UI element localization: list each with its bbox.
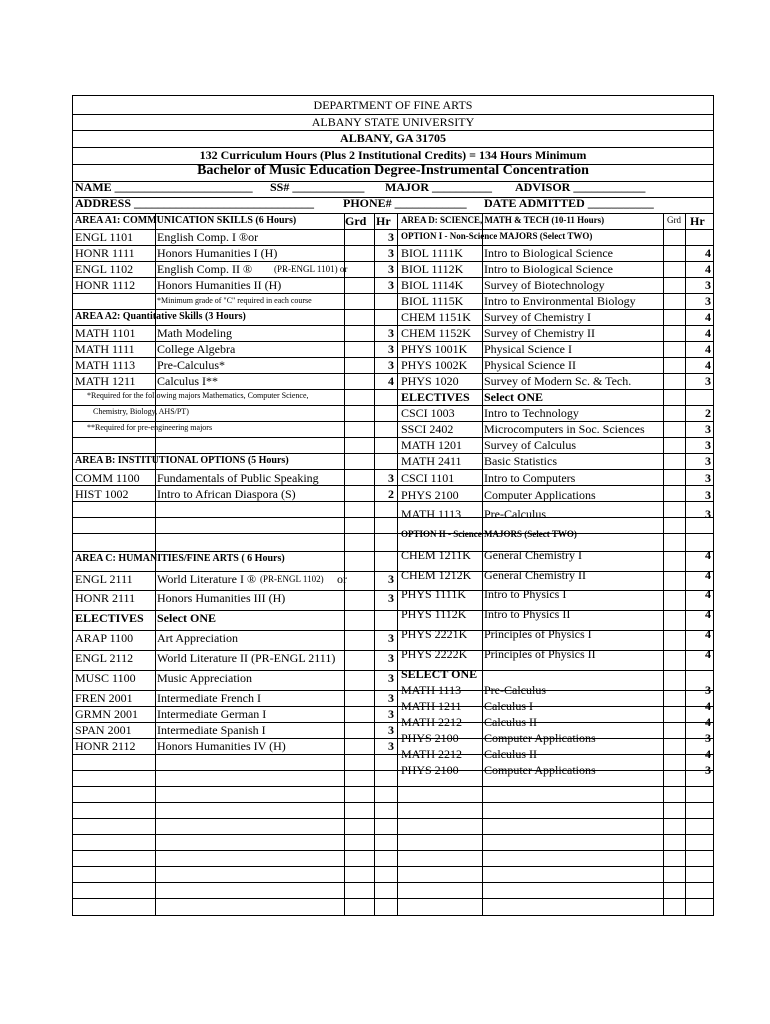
name-field[interactable]: NAME _______________________ (75, 180, 253, 194)
course-hours: 4 (705, 310, 711, 324)
course-hours: 3 (388, 230, 394, 244)
course-code: ENGL 2111 (75, 572, 133, 586)
course-hours: 2 (705, 406, 711, 420)
course-title: Survey of Calculus (484, 438, 576, 452)
course-hours: 3 (388, 723, 394, 737)
course-code: MATH 1101 (75, 326, 136, 340)
course-title: Survey of Chemistry I (484, 310, 591, 324)
course-code: MATH 1113 (401, 507, 462, 521)
row-divider (73, 114, 713, 115)
course-title: Intermediate German I (157, 707, 267, 721)
course-hours: 3 (388, 691, 394, 705)
course-hours: 4 (705, 647, 711, 661)
course-code: MATH 2212 (401, 747, 463, 761)
course-code: BIOL 1112K (401, 262, 464, 276)
course-title: General Chemistry I (484, 548, 582, 562)
course-title: Survey of Chemistry II (484, 326, 595, 340)
course-code: PHYS 2100 (401, 763, 459, 777)
course-title: Intro to African Diaspora (S) (157, 487, 296, 501)
course-code: SSCI 2402 (401, 422, 454, 436)
row-divider (73, 866, 713, 867)
select-one-heading: Select ONE (157, 611, 216, 625)
course-title: Principles of Physics I (484, 627, 592, 641)
course-hours: 3 (388, 572, 394, 586)
course-title: Music Appreciation (157, 671, 252, 685)
area-c-heading: AREA C: HUMANITIES/FINE ARTS ( 6 Hours) (75, 553, 285, 564)
row-divider (73, 213, 713, 214)
course-code: ARAP 1100 (75, 631, 134, 645)
row-divider (73, 754, 713, 755)
course-code: HONR 2112 (75, 739, 136, 753)
electives-heading: ELECTIVES (401, 390, 470, 404)
course-code: BIOL 1115K (401, 294, 464, 308)
course-title: Intro to Environmental Biology (484, 294, 636, 308)
course-code: SPAN 2001 (75, 723, 132, 737)
course-hours: 3 (705, 471, 711, 485)
course-code: HONR 2111 (75, 591, 136, 605)
course-hours: 3 (388, 278, 394, 292)
row-divider (73, 882, 713, 883)
course-hours: 3 (705, 763, 711, 777)
course-code: MATH 2212 (401, 715, 463, 729)
course-hours: 3 (388, 471, 394, 485)
course-code: PHYS 1002K (401, 358, 468, 372)
grade-column-header: Grd (345, 214, 367, 228)
course-title: College Algebra (157, 342, 236, 356)
row-divider (73, 818, 713, 819)
course-code: CHEM 1211K (401, 548, 471, 562)
course-hours: 4 (705, 358, 711, 372)
course-hours: 3 (388, 262, 394, 276)
course-hours: 3 (388, 739, 394, 753)
program-title: Bachelor of Music Education Degree-Instrumental Concentration (197, 163, 589, 178)
row-divider (73, 197, 713, 198)
course-code: PHYS 2221K (401, 627, 468, 641)
course-title: Calculus I** (157, 374, 218, 388)
course-title: Intro to Physics I (484, 587, 567, 601)
course-title: Calculus II (484, 747, 537, 761)
course-code: COMM 1100 (75, 471, 140, 485)
course-title: English Comp. I ®or (157, 230, 259, 244)
required-majors-note: *Required for the following majors Mathematics, Computer Science, (87, 391, 309, 400)
hours-column-header: Hr (376, 214, 391, 228)
prerequisite-note: (PR-ENGL 1101) or (274, 264, 348, 274)
course-code: CHEM 1151K (401, 310, 471, 324)
major-field[interactable]: MAJOR __________ (385, 180, 492, 194)
column-divider (397, 213, 398, 916)
course-code: MATH 1211 (75, 374, 136, 388)
row-divider (73, 501, 713, 502)
course-title: Intermediate French I (157, 691, 261, 705)
ssn-field[interactable]: SS# ____________ (270, 180, 365, 194)
row-divider (73, 469, 713, 470)
course-hours: 3 (388, 326, 394, 340)
course-hours: 4 (705, 699, 711, 713)
course-hours: 3 (705, 507, 711, 521)
course-code: PHYS 1020 (401, 374, 459, 388)
degree-checklist-form (72, 95, 714, 916)
prerequisite-note: (PR-ENGL 1102) (260, 574, 324, 584)
course-code: ENGL 2112 (75, 651, 134, 665)
course-hours: 2 (388, 487, 394, 501)
course-hours: 4 (705, 587, 711, 601)
row-divider (73, 437, 713, 438)
course-hours: 3 (388, 631, 394, 645)
course-title: Intro to Physics II (484, 607, 571, 621)
course-title: Microcomputers in Soc. Sciences (484, 422, 645, 436)
date-admitted-field[interactable]: DATE ADMITTED ___________ (484, 196, 654, 210)
course-title: Honors Humanities IV (H) (157, 739, 286, 753)
course-hours: 3 (705, 438, 711, 452)
column-divider (374, 213, 375, 916)
area-d-heading: AREA D: SCIENCE, MATH & TECH (10-11 Hours) (401, 215, 605, 225)
course-title: Computer Applications (484, 731, 596, 745)
course-title: Computer Applications (484, 763, 596, 777)
row-divider (73, 453, 713, 454)
course-code: GRMN 2001 (75, 707, 139, 721)
course-hours: 3 (388, 358, 394, 372)
row-divider (73, 389, 713, 390)
select-one-heading: Select ONE (484, 390, 543, 404)
course-code: MUSC 1100 (75, 671, 136, 685)
course-code: HONR 1111 (75, 246, 135, 260)
course-title: Computer Applications (484, 488, 596, 502)
course-code: ENGL 1101 (75, 230, 134, 244)
row-divider (73, 786, 713, 787)
area-a2-heading: AREA A2: Quantitative Skills (3 Hours) (75, 311, 246, 322)
course-title: World Literature II (PR-ENGL 2111) (157, 651, 336, 665)
course-code: BIOL 1111K (401, 246, 463, 260)
grade-requirement-note: *Minimum grade of "C" required in each course (157, 296, 312, 305)
column-divider (344, 213, 345, 916)
grade-column-header: Grd (667, 215, 681, 225)
course-title: Intermediate Spanish I (157, 723, 266, 737)
advisor-field[interactable]: ADVISOR ____________ (515, 180, 646, 194)
row-divider (73, 485, 713, 486)
option-ii-heading: OPTION II - Science MAJORS (Select TWO) (401, 529, 577, 539)
course-hours: 3 (388, 342, 394, 356)
course-code: HIST 1002 (75, 487, 129, 501)
row-divider (73, 770, 713, 771)
hours-column-header: Hr (690, 214, 705, 228)
course-title: Honors Humanities I (H) (157, 246, 278, 260)
course-hours: 4 (705, 548, 711, 562)
course-hours: 3 (705, 731, 711, 745)
row-divider (73, 130, 713, 131)
course-hours: 3 (705, 374, 711, 388)
area-b-heading: AREA B: INSTITUTIONAL OPTIONS (5 Hours) (75, 455, 289, 466)
course-code: PHYS 2100 (401, 731, 459, 745)
department-title: DEPARTMENT OF FINE ARTS (313, 98, 473, 112)
course-code: BIOL 1114K (401, 278, 464, 292)
course-hours: 4 (705, 715, 711, 729)
course-code: CHEM 1212K (401, 568, 472, 582)
row-divider (73, 405, 713, 406)
or-note: or (337, 572, 347, 586)
course-title: Pre-Calculus (484, 507, 546, 521)
select-one-heading: SELECT ONE (401, 667, 478, 681)
course-hours: 4 (705, 607, 711, 621)
course-hours: 4 (705, 326, 711, 340)
city-title: ALBANY, GA 31705 (340, 131, 446, 145)
course-code: MATH 2411 (401, 454, 462, 468)
course-hours: 4 (705, 627, 711, 641)
course-hours: 3 (705, 683, 711, 697)
course-hours: 4 (388, 374, 394, 388)
course-hours: 3 (388, 671, 394, 685)
course-hours: 4 (705, 747, 711, 761)
column-divider (482, 213, 483, 916)
course-code: PHYS 1112K (401, 607, 467, 621)
option-i-heading: OPTION I - Non-Science MAJORS (Select TWO) (401, 231, 593, 241)
course-title: Pre-Calculus (484, 683, 546, 697)
course-title: Physical Science I (484, 342, 572, 356)
course-hours: 3 (705, 294, 711, 308)
course-code: PHYS 1001K (401, 342, 468, 356)
course-hours: 3 (388, 591, 394, 605)
course-title: Survey of Modern Sc. & Tech. (484, 374, 632, 388)
address-field[interactable]: ADDRESS ______________________________ (75, 196, 315, 210)
course-title: Principles of Physics II (484, 647, 596, 661)
course-title: Calculus I (484, 699, 533, 713)
course-code: HONR 1112 (75, 278, 136, 292)
row-divider (73, 834, 713, 835)
course-title: Calculus II (484, 715, 537, 729)
course-hours: 4 (705, 246, 711, 260)
row-divider (73, 181, 713, 182)
course-title: Intro to Technology (484, 406, 579, 420)
course-hours: 3 (388, 707, 394, 721)
course-title: Survey of Biotechnology (484, 278, 605, 292)
course-title: Honors Humanities II (H) (157, 278, 282, 292)
row-divider (73, 517, 713, 518)
course-title: World Literature I ® (157, 572, 257, 586)
course-hours: 4 (705, 568, 711, 582)
course-hours: 3 (388, 651, 394, 665)
course-title: Math Modeling (157, 326, 232, 340)
column-divider (685, 213, 686, 916)
course-code: MATH 1111 (75, 342, 135, 356)
course-code: CHEM 1152K (401, 326, 471, 340)
course-code: PHYS 2222K (401, 647, 468, 661)
row-divider (73, 850, 713, 851)
course-title: Art Appreciation (157, 631, 238, 645)
electives-heading: ELECTIVES (75, 611, 144, 625)
required-majors-note-cont: Chemistry, Biology, AHS/PT) (93, 407, 189, 416)
course-hours: 4 (705, 262, 711, 276)
course-code: MATH 1113 (75, 358, 136, 372)
course-title: Intro to Computers (484, 471, 576, 485)
course-code: MATH 1201 (401, 438, 463, 452)
course-title: Physical Science II (484, 358, 576, 372)
course-code: MATH 1211 (401, 699, 462, 713)
course-code: PHYS 1111K (401, 587, 467, 601)
course-hours: 3 (705, 278, 711, 292)
course-title: Fundamentals of Public Speaking (157, 471, 319, 485)
course-title: Intro to Biological Science (484, 262, 613, 276)
row-divider (73, 551, 713, 552)
course-code: FREN 2001 (75, 691, 133, 705)
course-code: CSCI 1003 (401, 406, 455, 420)
column-divider (663, 213, 664, 916)
course-title: English Comp. II ® (157, 262, 253, 276)
course-code: CSCI 1101 (401, 471, 455, 485)
hours-summary: 132 Curriculum Hours (Plus 2 Institutional Credits) = 134 Hours Minimum (199, 148, 587, 162)
university-title: ALBANY STATE UNIVERSITY (311, 115, 475, 129)
course-title: Pre-Calculus* (157, 358, 225, 372)
row-divider (73, 898, 713, 899)
course-code: MATH 1113 (401, 683, 462, 697)
course-code: PHYS 2100 (401, 488, 459, 502)
course-title: Intro to Biological Science (484, 246, 613, 260)
row-divider (73, 309, 713, 310)
row-divider (73, 533, 713, 534)
course-title: Honors Humanities III (H) (157, 591, 286, 605)
course-code: ENGL 1102 (75, 262, 134, 276)
course-hours: 4 (705, 342, 711, 356)
course-hours: 3 (705, 454, 711, 468)
course-hours: 3 (705, 488, 711, 502)
phone-field[interactable]: PHONE# ____________ (343, 196, 467, 210)
area-a1-heading: AREA A1: COMMUNICATION SKILLS (6 Hours) (75, 215, 297, 226)
course-hours: 3 (388, 246, 394, 260)
pre-engineering-note: **Required for pre-engineering majors (87, 423, 213, 432)
course-title: Basic Statistics (484, 454, 557, 468)
row-divider (73, 802, 713, 803)
row-divider (73, 147, 713, 148)
row-divider (73, 164, 713, 165)
course-title: General Chemistry II (484, 568, 586, 582)
course-hours: 3 (705, 422, 711, 436)
